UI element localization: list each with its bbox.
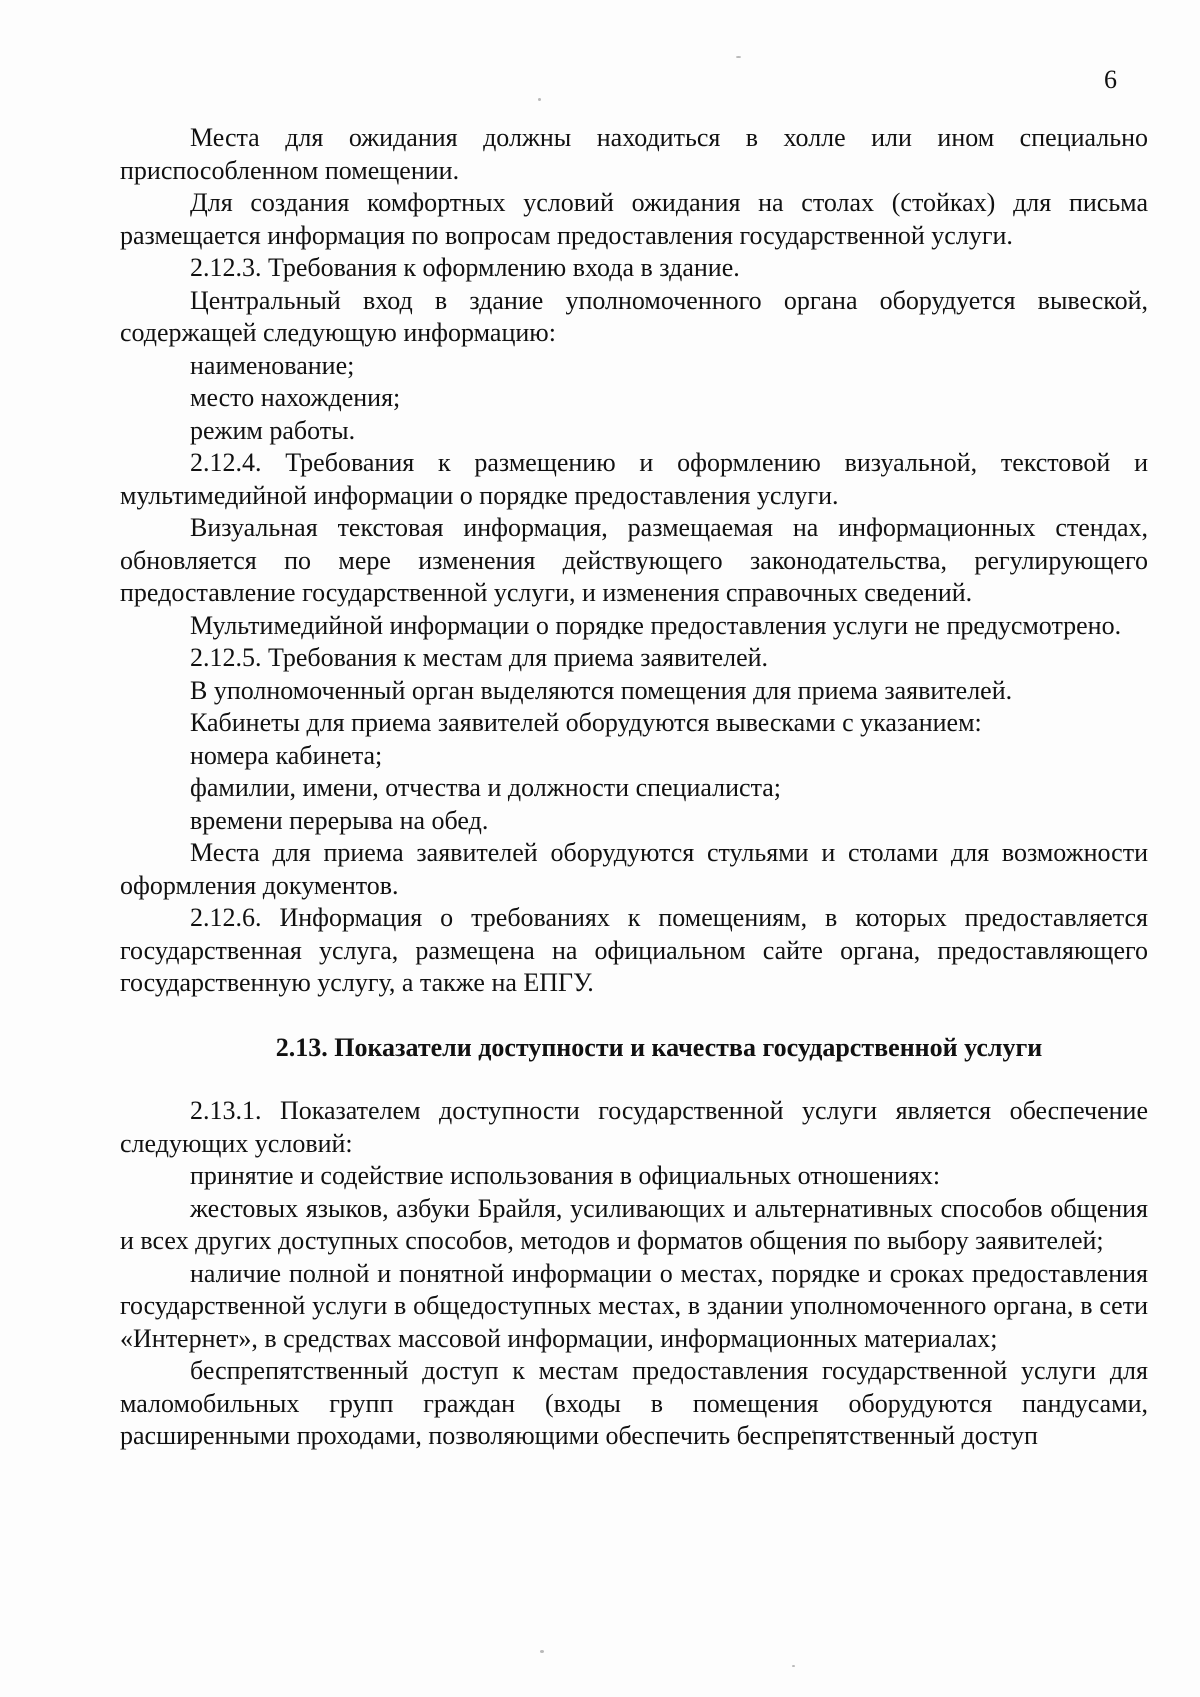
list-item: времени перерыва на обед. [190, 805, 489, 835]
paragraph: Центральный вход в здание уполномоченного органа оборудуется вывеской, содержащей следующую информацию: [120, 285, 1148, 347]
list-item: наименование; [190, 350, 355, 380]
paragraph: Мультимедийной информации о порядке предоставления услуги не предусмотрено. [190, 610, 1122, 640]
section-heading: 2.13. Показатели доступности и качества государственной услуги [275, 1032, 1043, 1062]
paragraph: 2.13.1. Показателем доступности государственной услуги является обеспечение следующих условий: [120, 1096, 1148, 1158]
scan-speck [540, 1650, 544, 1653]
document-body [120, 122, 1148, 1453]
scan-speck [736, 56, 741, 58]
page-number: 6 [1104, 65, 1117, 94]
paragraph: беспрепятственный доступ к местам предоставления государственной услуги для маломобильных групп граждан (входы в помещения оборудуются пандусами, расширенными проходами, позволяющими обеспечить беспрепятственный доступ [120, 1356, 1148, 1450]
scan-speck [538, 98, 541, 101]
paragraph: 2.12.5. Требования к местам для приема заявителей. [190, 643, 769, 672]
paragraph: Места для приема заявителей оборудуются стульями и столами для возможности оформления документов. [120, 838, 1148, 900]
paragraph: Для создания комфортных условий ожидания на столах (стойках) для письма размещается информация по вопросам предоставления государственной услуги. [120, 188, 1148, 250]
list-item: режим работы. [190, 415, 356, 445]
scan-speck [792, 1665, 795, 1667]
paragraph: жестовых языков, азбуки Брайля, усиливающих и альтернативных способов общения и всех других доступных способов, методов и форматов общения по выбору заявителей; [120, 1193, 1148, 1255]
paragraph: 2.12.3. Требования к оформлению входа в здание. [190, 253, 740, 282]
list-item: номера кабинета; [190, 740, 383, 770]
paragraph: 2.12.6. Информация о требованиях к помещениям, в которых предоставляется государственная услуга, размещена на официальном сайте органа, предоставляющего государственную услугу, а также на ЕПГУ. [120, 903, 1148, 997]
paragraph: наличие полной и понятной информации о местах, порядке и сроках предоставления государственной услуги в общедоступных местах, в здании уполномоченного органа, в сети «Интернет», в средствах массовой информации, информационных материалах; [120, 1258, 1148, 1353]
paragraph: Места для ожидания должны находиться в холле или ином специально приспособленном помещении. [120, 123, 1148, 185]
paragraph: 2.12.4. Требования к размещению и оформлению визуальной, текстовой и мультимедийной информации о порядке предоставления услуги. [120, 448, 1148, 510]
list-item: место нахождения; [190, 383, 401, 412]
list-item: фамилии, имени, отчества и должности специалиста; [190, 773, 782, 802]
paragraph: В уполномоченный орган выделяются помещения для приема заявителей. [190, 675, 1013, 705]
paragraph: Кабинеты для приема заявителей оборудуются вывесками с указанием: [190, 708, 982, 737]
paragraph: Визуальная текстовая информация, размещаемая на информационных стендах, обновляется по мере изменения действующего законодательства, регулирующего предоставление государственной услуги, и изменения справочных сведений. [120, 513, 1148, 607]
paragraph: принятие и содействие использования в официальных отношениях: [190, 1161, 941, 1190]
